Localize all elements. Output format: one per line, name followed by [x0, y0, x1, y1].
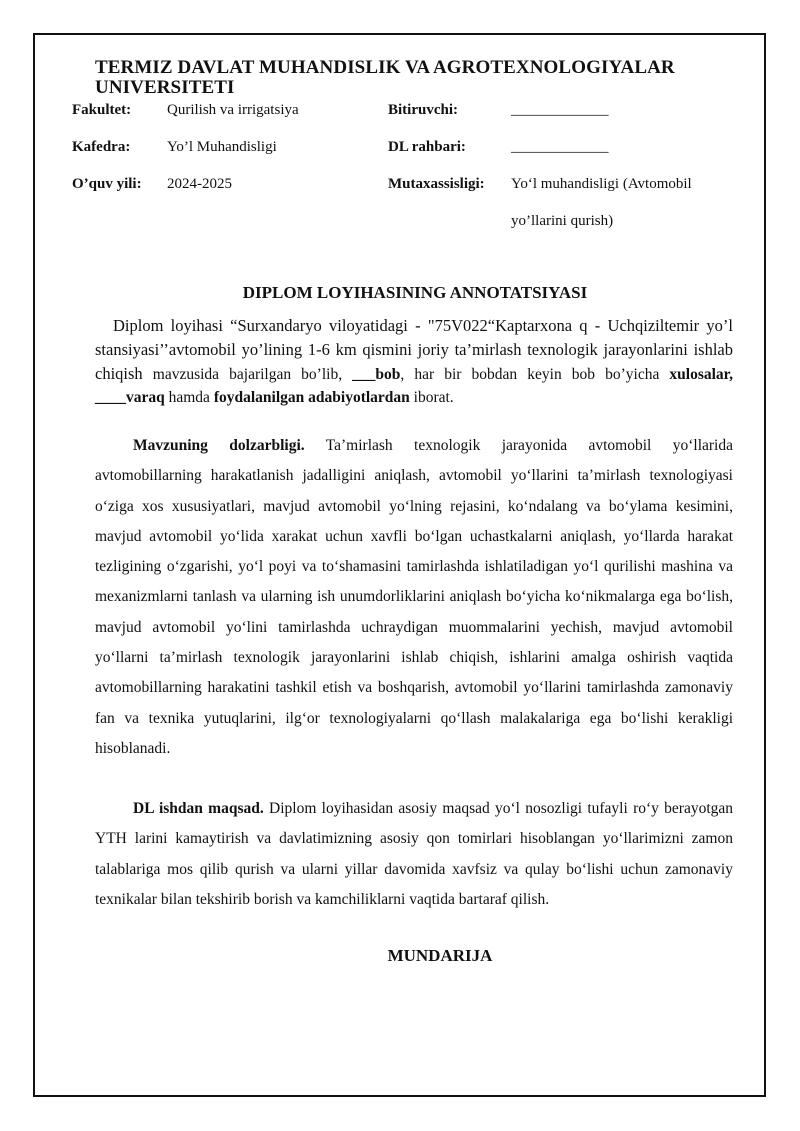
intro-paragraph: [95, 314, 733, 409]
varaq-blank: ____varaq: [95, 389, 165, 406]
maqsad-title: DL ishdan maqsad.: [133, 800, 264, 817]
maqsad-paragraph: [95, 794, 733, 915]
year-value: 2024-2025: [167, 176, 232, 192]
bitiruvchi-label: Bitiruvchi:: [388, 102, 458, 118]
foydalanilgan-text: foydalanilgan adabiyotlardan: [213, 389, 410, 406]
intro-part4: hamda: [168, 389, 210, 406]
kafedra-value: Yo’l Muhandisligi: [167, 139, 277, 155]
annotation-title: DIPLOM LOYIHASINING ANNOTATSIYASI: [242, 283, 588, 302]
intro-part2: mavzusida bajarilgan bo’lib,: [152, 366, 343, 383]
intro-end: iborat.: [413, 389, 454, 406]
bob-blank: ___bob: [352, 366, 401, 383]
mutaxassisligi-value-line2: yo’llarini qurish): [511, 213, 614, 229]
xulosalar-text: xulosalar,: [669, 366, 734, 383]
university-title: TERMIZ DAVLAT MUHANDISLIK VA AGROTEXNOLOGIYALAR UNIVERSITETI: [95, 57, 675, 98]
dolzarblik-text: Ta’mirlash texnologik jarayonida avtomobil yo‘llarida avtomobillarning harakatlanish jadalligini aniqlash, avtomobil yo‘llarini ta’mirlash texnologiyasi o‘ziga xos xususiyatlari, mavjud avtomobil yo‘lning rejasini, ko‘ndalang va bo‘ylama kesimini, mavjud avtomobil yo‘lida xarakat uchun xavfli bo‘lgan uchastkalarni aniqlash, yo‘llarda harakat tezligining o‘zgarishi, yo‘l poyi va to‘shamasini tamirlashda ishlatiladigan yo‘l qurilishi mashina va mexanizmlarni tanlash va ularning ish unumdorliklarini aniqlash bo‘yicha ko‘nikmalarga ega bo‘lish, mavjud avtomobil yo‘lini tamirlashda uchraydigan muommalarini yechish, mavjud avtomobil yo‘llarni ta’mirlash texnologik jarayonlarini ishlab chiqish, ishlarini amalga oshirish vaqtida avtomobillarning harakatini tashkil etish va boshqarish, avtomobil yo‘llarini tamirlashda zamonaviy fan va texnika yutuqlarini, ilg‘or texnologiyalarni qo‘llash malakalariga ega bo‘lishi kerakligi hisoblanadi.: [95, 437, 733, 757]
kafedra-label: Kafedra:: [72, 139, 131, 155]
intro-part3: , har bir bobdan keyin bob bo’yicha: [400, 366, 660, 383]
fakultet-value: Qurilish va irrigatsiya: [167, 102, 299, 118]
maqsad-text: Diplom loyihasidan asosiy maqsad yo‘l nosozligi tufayli ro‘y berayotgan YTH larini kamaytirish va davlatimizning asosiy qon tomirlari hisoblangan yo‘llarimizni zamon talablariga mos qilib qurish va ularni yillar davomida xavfsiz va qulay bo‘lishi uchun zamonaviy texnikalar bilan tekshirib borish va kamchiliklarni vaqtida bartaraf qilish.: [95, 800, 734, 908]
intro-topic: Diplom loyihasi “Surxandaryo viloyatidagi - "75V022“Kaptarxona q - Uchqiziltemir yo’l stansiyasi’’avtomobil yo’lining 1-6 km qismini joriy ta’mirlash texnologik jarayonlarini ishlab chiqish: [95, 316, 733, 383]
dolzarblik-title: Mavzuning dolzarbligi.: [133, 437, 305, 454]
mundarija-heading: MUNDARIJA: [387, 946, 493, 965]
year-label: O’quv yili:: [72, 176, 142, 192]
dolzarblik-paragraph: [95, 431, 733, 764]
mutaxassisligi-value-line1: Yo‘l muhandisligi (Avtomobil: [511, 176, 692, 192]
fakultet-label: Fakultet:: [72, 102, 132, 118]
mutaxassisligi-label: Mutaxassisligi:: [388, 176, 485, 192]
bitiruvchi-value: _____________: [511, 102, 609, 118]
rahbar-value: _____________: [511, 139, 609, 155]
rahbar-label: DL rahbari:: [388, 139, 466, 155]
